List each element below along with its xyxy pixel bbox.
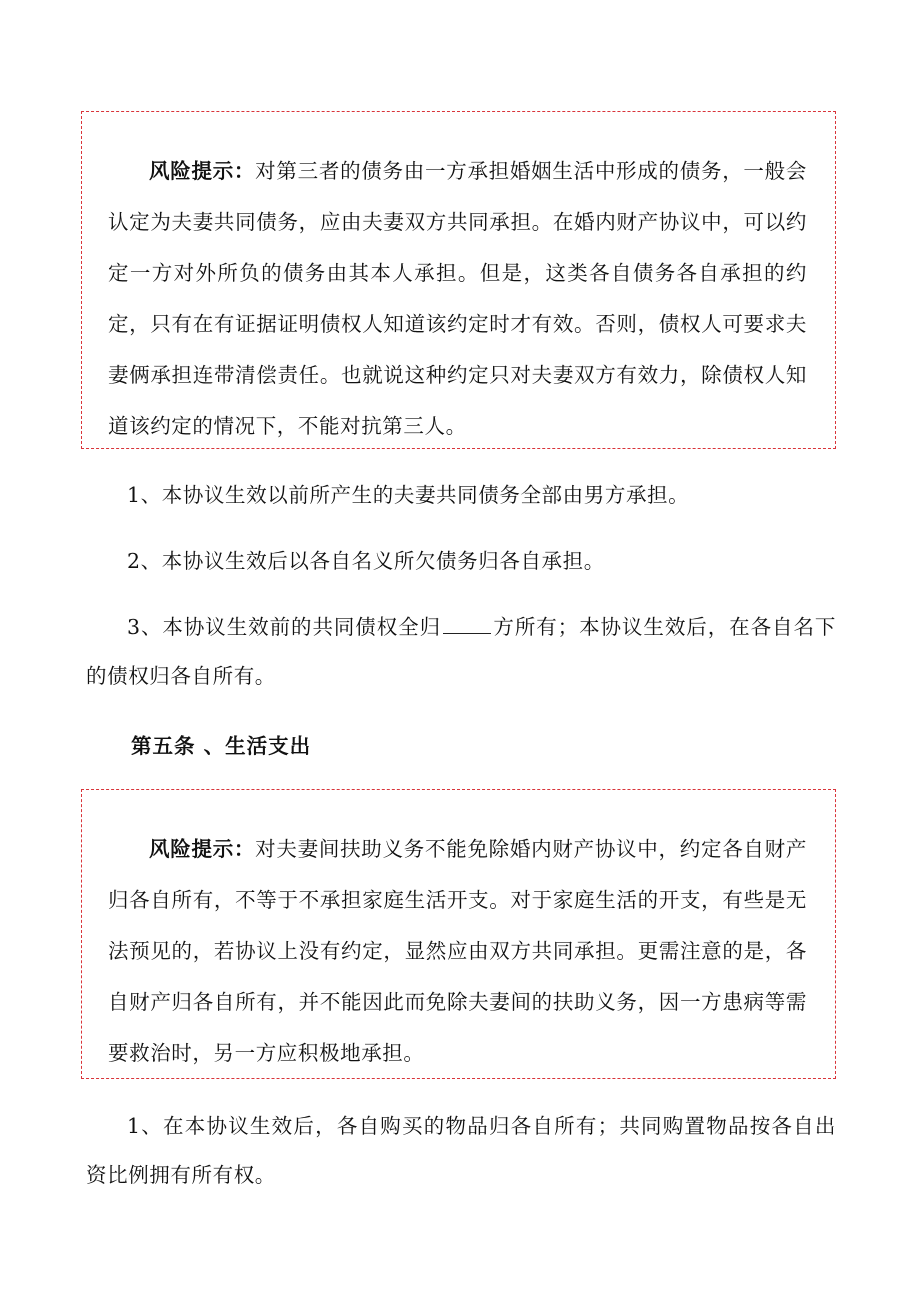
risk-notice-box [81, 111, 836, 449]
debt-clause-1: 1、本协议生效以前所产生的夫妻共同债务全部由男方承担。 [127, 483, 690, 507]
risk-notice-paragraph [108, 146, 807, 452]
fill-in-blank[interactable] [443, 614, 491, 634]
risk-notice-label: 风险提示： [149, 159, 256, 183]
risk-notice-paragraph [108, 824, 807, 1079]
article-heading: 第五条 、生活支出 [131, 734, 312, 758]
debt-clause-3 [86, 603, 836, 701]
risk-notice-text: 对夫妻间扶助义务不能免除婚内财产协议中，约定各自财产归各自所有，不等于不承担家庭生活开支。对于家庭生活的开支，有些是无法预见的，若协议上没有约定，显然应由双方共同承担。更需注意的是，各自财产归各自所有，并不能因此而免除夫妻间的扶助义务，因一方患病等需要救治时，另一方应积极地承担。 [108, 837, 807, 1065]
debt-clause-3-before: 3、本协议生效前的共同债权全归 [127, 615, 442, 639]
debt-clause-2: 2、本协议生效后以各自名义所欠债务归各自承担。 [127, 549, 605, 573]
risk-notice-box [81, 789, 836, 1079]
risk-notice-text: 对第三者的债务由一方承担婚姻生活中形成的债务，一般会认定为夫妻共同债务，应由夫妻双方共同承担。在婚内财产协议中，可以约定一方对外所负的债务由其本人承担。但是，这类各自债务各自承担的约定，只有在有证据证明债权人知道该约定时才有效。否则，债权人可要求夫妻俩承担连带清偿责任。也就说这种约定只对夫妻双方有效力，除债权人知道该约定的情况下，不能对抗第三人。 [108, 159, 807, 438]
expense-clause-1: 1、在本协议生效后，各自购买的物品归各自所有；共同购置物品按各自出资比例拥有所有权。 [86, 1114, 836, 1187]
debt-clause-3-after: 方所有；本协议生效后，在各自名下的债权归各自所有。 [86, 615, 836, 688]
risk-notice-label: 风险提示： [149, 837, 256, 861]
